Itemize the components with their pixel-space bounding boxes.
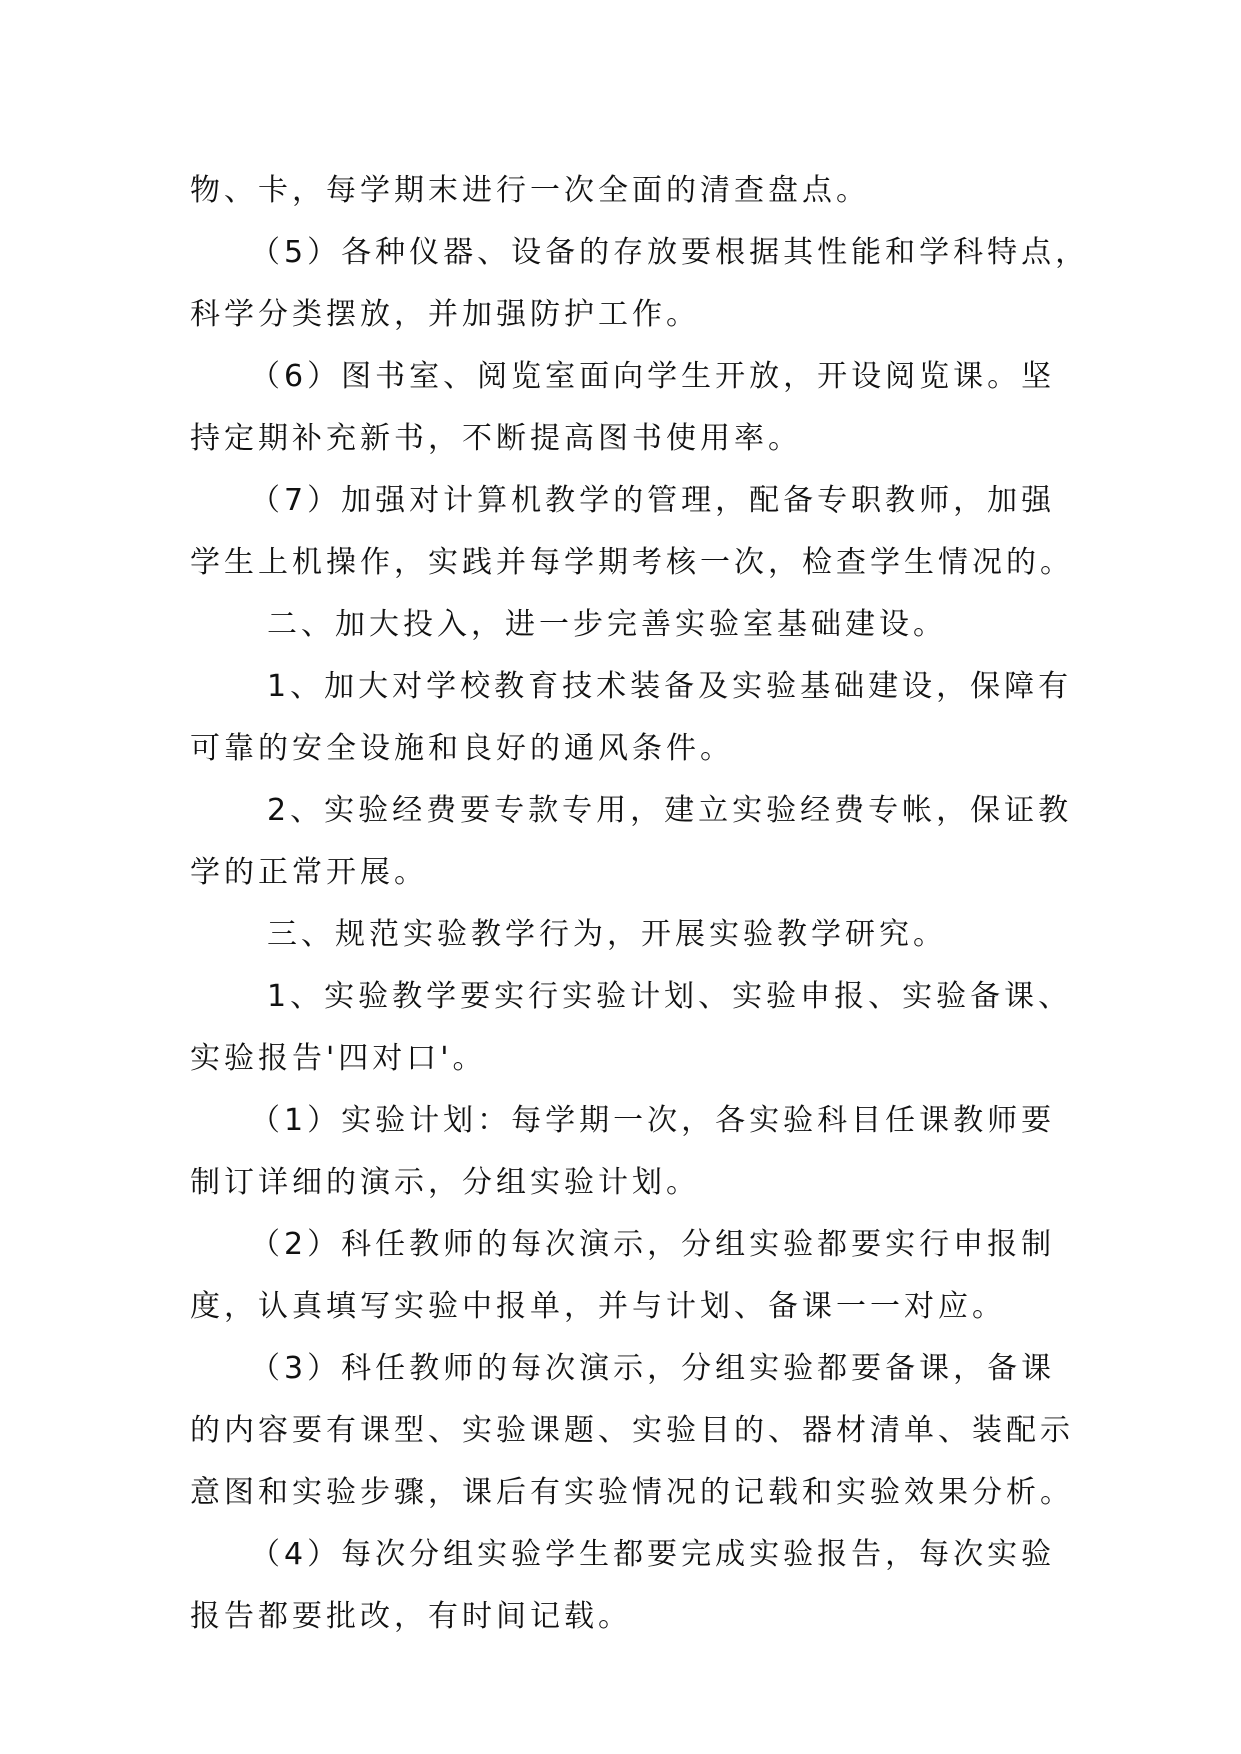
text-line: （6）图书室、阅览室面向学生开放，开设阅览课。坚 [250, 359, 1056, 394]
paragraph-sub-2 [190, 1214, 1090, 1338]
paragraph-item-7 [190, 470, 1090, 594]
text-line: 学生上机操作，实践并每学期考核一次，检查学生情况的。 [190, 545, 1074, 580]
text-line: （1）实验计划：每学期一次，各实验科目任课教师要 [250, 1103, 1056, 1138]
text-line: 学的正常开展。 [190, 855, 428, 890]
text-line: 2、实验经费要专款专用，建立实验经费专帐，保证教 [267, 793, 1073, 828]
paragraph-two-2 [190, 780, 1090, 904]
text-line: 意图和实验步骤，课后有实验情况的记载和实验效果分析。 [190, 1475, 1074, 1510]
text-line: （3）科任教师的每次演示，分组实验都要备课，备课 [250, 1351, 1056, 1386]
text-line: 1、实验教学要实行实验计划、实验申报、实验备课、 [267, 979, 1073, 1014]
text-line: 实验报告'四对口'。 [190, 1041, 487, 1076]
text-line: （4）每次分组实验学生都要完成实验报告，每次实验 [250, 1537, 1056, 1572]
paragraph-sub-3 [190, 1338, 1090, 1524]
paragraph-item-6 [190, 346, 1090, 470]
section-heading-two [190, 594, 1090, 656]
text-line: 二、加大投入，进一步完善实验室基础建设。 [267, 607, 947, 642]
paragraph-continuation [190, 160, 1090, 222]
paragraph-two-1 [190, 656, 1090, 780]
text-line: 三、规范实验教学行为，开展实验教学研究。 [267, 917, 947, 952]
text-line: 可靠的安全设施和良好的通风条件。 [190, 731, 734, 766]
paragraph-sub-4 [190, 1524, 1090, 1648]
text-line: 的内容要有课型、实验课题、实验目的、器材清单、装配示 [190, 1413, 1074, 1448]
paragraph-item-5 [190, 222, 1090, 346]
paragraph-sub-1 [190, 1090, 1090, 1214]
text-line: 科学分类摆放，并加强防护工作。 [190, 297, 700, 332]
text-line: 物、卡，每学期末进行一次全面的清查盘点。 [190, 173, 870, 208]
text-line: （2）科任教师的每次演示，分组实验都要实行申报制 [250, 1227, 1056, 1262]
text-line: 制订详细的演示，分组实验计划。 [190, 1165, 700, 1200]
text-line: 1、加大对学校教育技术装备及实验基础建设，保障有 [267, 669, 1073, 704]
paragraph-three-1 [190, 966, 1090, 1090]
section-heading-three [190, 904, 1090, 966]
text-line: 持定期补充新书，不断提高图书使用率。 [190, 421, 802, 456]
document-body [190, 160, 1090, 1648]
text-line: 度，认真填写实验中报单，并与计划、备课一一对应。 [190, 1289, 1006, 1324]
text-line: （7）加强对计算机教学的管理，配备专职教师，加强 [250, 483, 1056, 518]
text-line: 报告都要批改，有时间记载。 [190, 1599, 632, 1634]
text-line: （5）各种仪器、设备的存放要根据其性能和学科特点， [250, 235, 1090, 270]
